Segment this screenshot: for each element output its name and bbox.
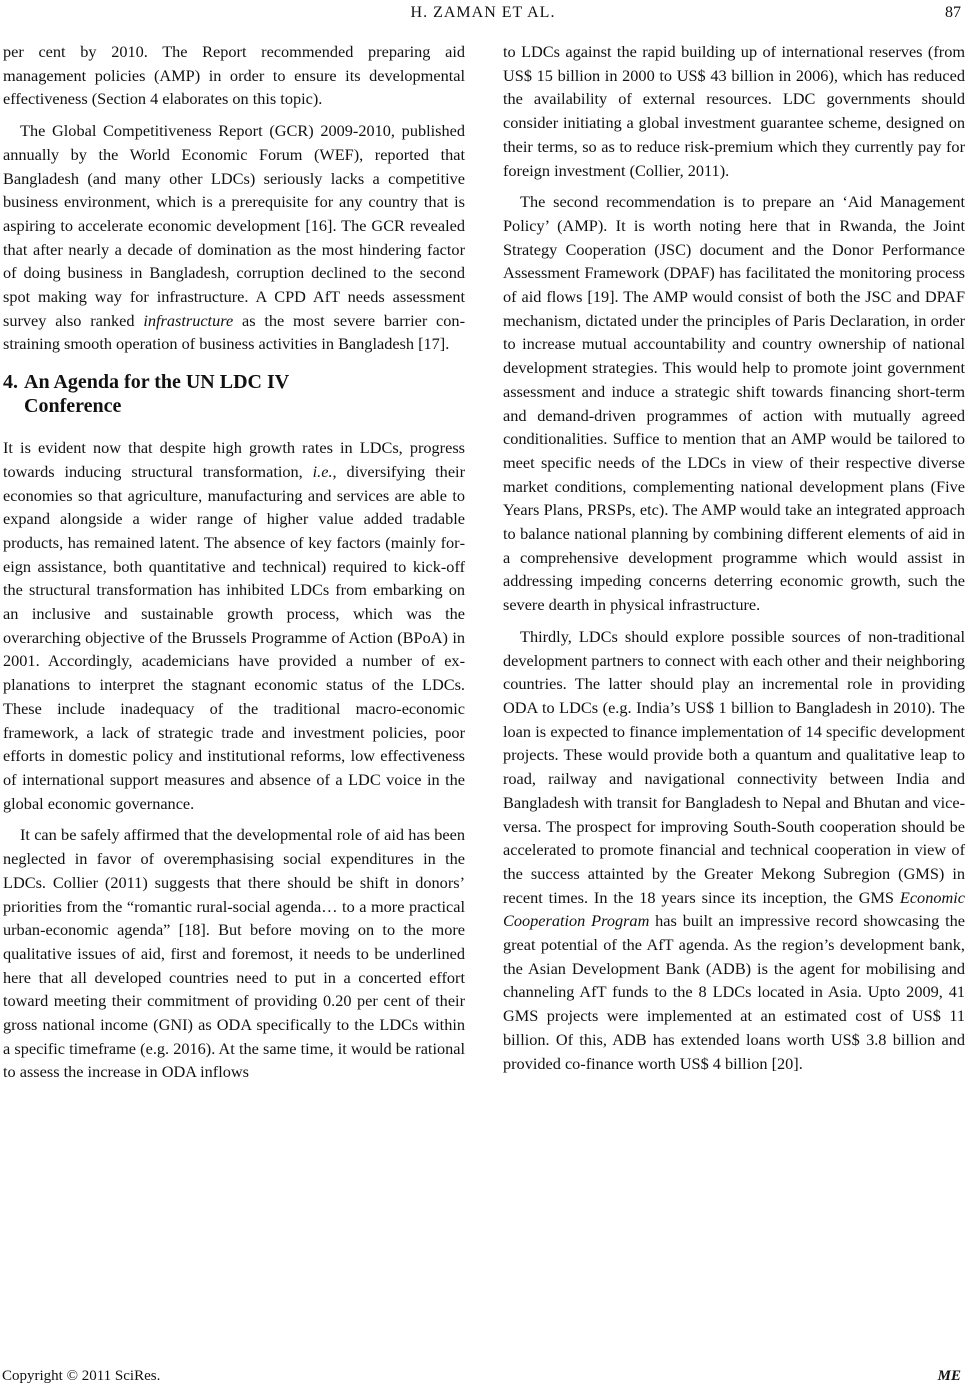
paragraph: The second recommendation is to prepare an ‘Aid Management Policy’ (AMP). It is worth noting here that in Rwanda, the Joint Strategy Cooperation (JSC) document and the Donor Performance Assessment Framework (DPAF) has facilitated the monitoring process of aid flows [19]. The AMP would consist of both the JSC and DPAF mechanism, dictated under the principles of Paris Declaration, in order to increase mutual accountability and country ownership of national development strategies. This would help to promote joint government assessment and induce a strategic shift towards financing short-term and demand-driven programmes of action with mutually agreed conditionalities. Suffice to mention that an AMP would be tailored to meet specific needs of the LDCs in view of their respective diverse market conditions, complementing national development plans (Five Years Plans, PRSPs, etc). The AMP would take an integrated approach to balance national planning by combining different elements of aid in a comprehensive development programme which would assist in addressing impeding concerns deterring economic growth, such the severe dearth in physical infrastructure. <box>503 192 965 615</box>
left-column <box>3 40 465 1092</box>
section-title-line2: Conference <box>24 395 122 418</box>
section-number: 4. <box>3 371 18 394</box>
page-footer <box>0 1368 966 1386</box>
copyright-notice: Copyright © 2011 SciRes. <box>2 1368 161 1384</box>
journal-abbreviation: ME <box>937 1368 961 1384</box>
paragraph: The Global Competitiveness Report (GCR) 2009-2010, published annually by the World Economic Forum (WEF), reported that Bangladesh (and many other LDCs) seriously lacks a competitive business environment, which is a prerequisite for any country that is aspiring to accelerate economic development [16]. The GCR revealed that after nearly a decade of domination as the most hindering factor of doing business in Bangladesh, corruption declined to the second spot making way for infrastructure. A CPD AfT needs assessment survey also ranked infrastructure as the most severe barrier constraining smooth operation of business activities in Bangladesh [17]. <box>3 121 465 354</box>
page-header <box>0 4 966 26</box>
paragraph: It can be safely affirmed that the developmental role of aid has been neglected in favor of overemphasising social expenditures in the LDCs. Collier (2011) suggests that there should be shift in donors’ priorities from the “romantic rural-social agenda… to a more practical urban-economic agenda” [18]. But before moving on to the more qualitative issues of aid, first and foremost, it needs to be underlined here that all developed countries need to put in a concerted effort toward meeting their commitment of providing 0.20 per cent of their gross national income (GNI) as ODA specifically to the LDCs within a specific timeframe (e.g. 2016). At the same time, it would be rational to assess the increase in ODA inflows <box>3 825 465 1082</box>
running-head: H. ZAMAN ET AL. <box>410 4 556 21</box>
section-heading <box>3 370 465 418</box>
paragraph: to LDCs against the rapid building up of international reserves (from US$ 15 billion in 2000 to US$ 43 billion in 2006), which has reduced the availability of external resources. LDC governments should consider initiating a global investment guarantee scheme, designed on their terms, so as to reduce risk-premium which they currently pay for foreign investment (Collier, 2011). <box>503 42 965 180</box>
paragraph: It is evident now that despite high growth rates in LDCs, progress towards inducing structural transformation, i.e., diversifying their economies so that agriculture, manufacturing and services are able to expand alongside a wider range of higher value added tradable products, has remained latent. The absence of key factors (mainly foreign assistance, both quantitative and technical) required to kick-off the structural transformation has inhibited LDCs from embarking on an inclusive and sustainable growth process, which was the overarching objective of the Brussels Programme of Action (BPoA) in 2001. Accordingly, academicians have provided a number of explanations to interpret the stagnant economic status of the LDCs. These include inadequacy of the traditional macro-economic framework, a lack of strategic trade and investment policies, poor efforts in domestic policy and institutional reforms, low effectiveness of international support measures and absence of a LDC voice in the global economic governance. <box>3 438 465 813</box>
paragraph: Thirdly, LDCs should explore possible sources of non-traditional development partners to connect with each other and their neighboring countries. The latter should play an incremental role in providing ODA to LDCs (e.g. India’s US$ 1 billion to Bangladesh in 2010). The loan is expected to finance implementation of 14 specific development projects. These would provide both a quantum and qualitative leap to road, railway and navigational connectivity between India and Bangladesh with transit for Bangladesh to Nepal and Bhutan and vice-versa. The prospect for improving South-South cooperation should be accelerated to promote financial and technical cooperation in view of the success attainted by the Greater Mekong Subregion (GMS) in recent times. In the 18 years since its inception, the GMS Economic Cooperation Program has built an impressive record showcasing the great potential of the AfT agenda. As the region’s development bank, the Asian Development Bank (ADB) is the agent for mobilising and channeling AfT funds to the 8 LDCs located in Asia. Upto 2009, 41 GMS projects were implemented at an estimated cost of US$ 11 billion. Of this, ADB has extended loans worth US$ 3.8 billion and provided co-finance worth US$ 4 billion [20]. <box>503 626 966 1073</box>
page-number: 87 <box>945 4 961 21</box>
section-title-line1: An Agenda for the UN LDC IV <box>24 371 290 394</box>
paragraph: per cent by 2010. The Report recommended preparing aid management policies (AMP) in order to ensure its developmental effectiveness (Section 4 elaborates on this topic). <box>3 42 465 109</box>
right-column <box>503 40 965 1083</box>
